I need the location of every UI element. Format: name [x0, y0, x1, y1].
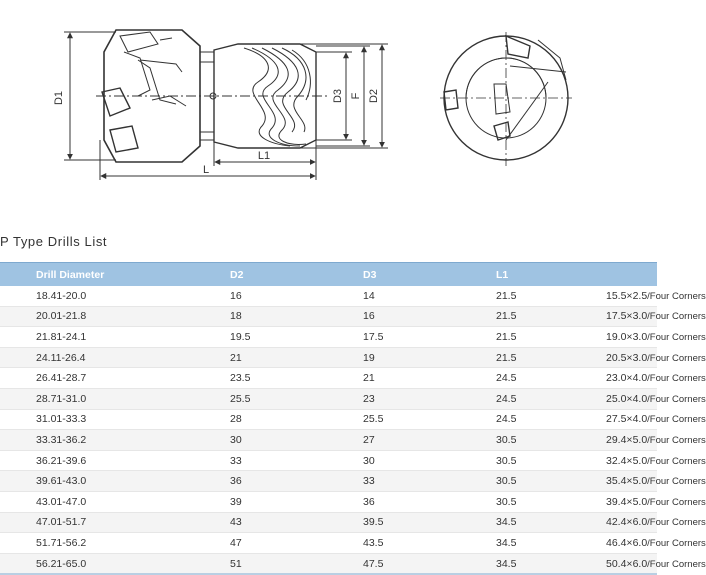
table-row — [0, 430, 657, 451]
cell-d3: 21 — [348, 368, 481, 389]
cell-f-value: 19.0×3.0 — [606, 330, 648, 343]
cell-drill-diameter: 26.41-28.7 — [0, 368, 216, 389]
cell-l1: 24.5 — [481, 409, 606, 430]
cell-f-suffix: /Four Corners — [647, 537, 706, 549]
cell-l1: 21.5 — [481, 306, 606, 327]
table-row — [0, 533, 657, 554]
cell-l1: 34.5 — [481, 512, 606, 533]
cell-f-value: 29.4×5.0 — [606, 433, 648, 446]
table-title: P Type Drills List — [0, 234, 108, 249]
technical-drawing — [0, 0, 657, 225]
cell-f-suffix: /Four Corners — [647, 476, 706, 488]
cell-f-suffix: /Four Corners — [647, 373, 706, 385]
cell-f-suffix: /Four Corners — [647, 393, 706, 405]
cell-f-value: 25.0×4.0 — [606, 392, 648, 405]
cell-f-suffix: /Four Corners — [647, 331, 706, 343]
table-row — [0, 450, 657, 471]
table-header-row — [0, 263, 657, 287]
cell-drill-diameter: 36.21-39.6 — [0, 450, 216, 471]
cell-f-value: 50.4×6.0 — [606, 557, 648, 570]
cell-l1: 34.5 — [481, 533, 606, 554]
table-row — [0, 409, 657, 430]
cell-f — [606, 368, 706, 389]
cell-drill-diameter: 47.01-51.7 — [0, 512, 216, 533]
cell-d3: 39.5 — [348, 512, 481, 533]
cell-f-value: 32.4×5.0 — [606, 454, 648, 467]
cell-f-suffix: /Four Corners — [647, 455, 706, 467]
l-label: L — [202, 164, 210, 176]
table-row — [0, 306, 657, 327]
col-d2-label: D2 — [230, 268, 244, 281]
table-row — [0, 553, 657, 574]
table-row — [0, 327, 657, 348]
cell-l1: 24.5 — [481, 388, 606, 409]
cell-l1: 24.5 — [481, 368, 606, 389]
cell-f — [606, 306, 706, 327]
cell-d2: 51 — [216, 553, 348, 574]
table-row — [0, 368, 657, 389]
drills-table — [0, 262, 706, 575]
cell-f-suffix: /Four Corners — [647, 352, 706, 364]
cell-d2: 18 — [216, 306, 348, 327]
cell-drill-diameter: 43.01-47.0 — [0, 491, 216, 512]
cell-d2: 30 — [216, 430, 348, 451]
cell-l1: 30.5 — [481, 491, 606, 512]
cell-f-suffix: /Four Corners — [647, 414, 706, 426]
cell-d2: 39 — [216, 491, 348, 512]
col-d3-label: D3 — [363, 268, 377, 281]
cell-d3: 43.5 — [348, 533, 481, 554]
cell-d2: 16 — [216, 286, 348, 306]
cell-d3: 25.5 — [348, 409, 481, 430]
cell-d2: 21 — [216, 347, 348, 368]
cell-f — [606, 512, 706, 533]
cell-d3: 14 — [348, 286, 481, 306]
cell-f-suffix: /Four Corners — [647, 311, 706, 323]
cell-drill-diameter: 28.71-31.0 — [0, 388, 216, 409]
cell-d3: 16 — [348, 306, 481, 327]
cell-f-value: 27.5×4.0 — [606, 413, 648, 426]
cell-f — [606, 471, 706, 492]
cell-f — [606, 553, 706, 574]
cell-f-value: 35.4×5.0 — [606, 475, 648, 488]
table-row — [0, 512, 657, 533]
cell-d2: 36 — [216, 471, 348, 492]
cell-d2: 23.5 — [216, 368, 348, 389]
cell-drill-diameter: 39.61-43.0 — [0, 471, 216, 492]
cell-drill-diameter: 33.31-36.2 — [0, 430, 216, 451]
l1-label: L1 — [257, 150, 271, 162]
cell-d3: 47.5 — [348, 553, 481, 574]
cell-drill-diameter: 24.11-26.4 — [0, 347, 216, 368]
cell-l1: 34.5 — [481, 553, 606, 574]
drill-end-view — [440, 32, 572, 166]
drill-side-view — [0, 0, 657, 225]
cell-drill-diameter: 18.41-20.0 — [0, 286, 216, 306]
cell-drill-diameter: 21.81-24.1 — [0, 327, 216, 348]
f-label: F — [350, 92, 362, 100]
col-d2 — [216, 263, 348, 287]
cell-drill-diameter: 51.71-56.2 — [0, 533, 216, 554]
cell-f — [606, 430, 706, 451]
cell-l1: 30.5 — [481, 450, 606, 471]
table-row — [0, 347, 657, 368]
cell-d2: 47 — [216, 533, 348, 554]
table-row — [0, 491, 657, 512]
cell-f-value: 23.0×4.0 — [606, 372, 648, 385]
cell-drill-diameter: 31.01-33.3 — [0, 409, 216, 430]
cell-d3: 33 — [348, 471, 481, 492]
d1-label: D1 — [53, 90, 65, 106]
cell-f-value: 17.5×3.0 — [606, 310, 648, 323]
cell-d3: 19 — [348, 347, 481, 368]
table-row — [0, 388, 657, 409]
col-drill-diameter: Drill Diameter — [0, 263, 216, 287]
cell-f — [606, 286, 706, 306]
col-f: F — [606, 263, 657, 287]
cell-f-suffix: /Four Corners — [647, 517, 706, 529]
cell-f-value: 42.4×6.0 — [606, 516, 648, 529]
cell-f-value: 46.4×6.0 — [606, 536, 648, 549]
cell-d2: 19.5 — [216, 327, 348, 348]
cell-d2: 28 — [216, 409, 348, 430]
cell-f — [606, 450, 706, 471]
cell-d3: 23 — [348, 388, 481, 409]
d3-label: D3 — [332, 88, 344, 104]
cell-d3: 30 — [348, 450, 481, 471]
col-l1 — [481, 263, 606, 287]
cell-d3: 36 — [348, 491, 481, 512]
cell-drill-diameter: 20.01-21.8 — [0, 306, 216, 327]
cell-f-value: 20.5×3.0 — [606, 351, 648, 364]
d2-label: D2 — [368, 88, 380, 104]
cell-d3: 27 — [348, 430, 481, 451]
cell-d2: 43 — [216, 512, 348, 533]
table-body — [0, 286, 706, 574]
cell-f-suffix: /Four Corners — [647, 558, 706, 570]
cell-l1: 30.5 — [481, 430, 606, 451]
cell-f-suffix: /Four Corners — [647, 290, 706, 302]
cell-f — [606, 347, 706, 368]
cell-d2: 33 — [216, 450, 348, 471]
cell-f — [606, 533, 706, 554]
cell-l1: 21.5 — [481, 286, 606, 306]
cell-l1: 21.5 — [481, 347, 606, 368]
table-row — [0, 471, 657, 492]
cell-f-suffix: /Four Corners — [647, 496, 706, 508]
cell-f-suffix: /Four Corners — [647, 434, 706, 446]
cell-f-value: 39.4×5.0 — [606, 495, 648, 508]
cell-drill-diameter: 56.21-65.0 — [0, 553, 216, 574]
col-l1-label: L1 — [496, 268, 509, 281]
cell-d2: 25.5 — [216, 388, 348, 409]
cell-d3: 17.5 — [348, 327, 481, 348]
cell-l1: 30.5 — [481, 471, 606, 492]
cell-l1: 21.5 — [481, 327, 606, 348]
table-row — [0, 286, 657, 306]
cell-f — [606, 409, 706, 430]
col-d3 — [348, 263, 481, 287]
cell-f-value: 15.5×2.5 — [606, 289, 648, 302]
cell-f — [606, 327, 706, 348]
cell-f — [606, 491, 706, 512]
cell-f — [606, 388, 706, 409]
